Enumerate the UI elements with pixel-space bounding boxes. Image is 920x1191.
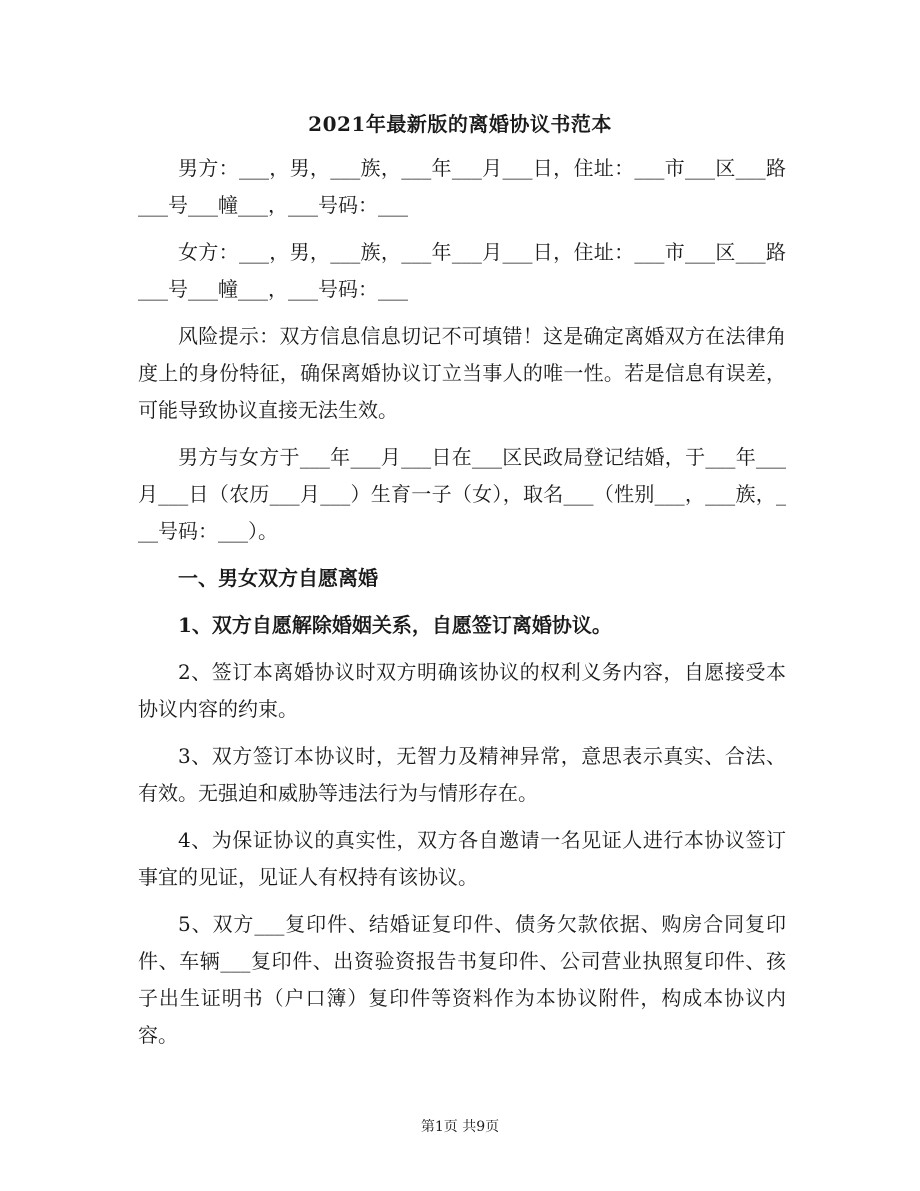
clause-5: 5、双方___复印件、结婚证复印件、债务欠款依据、购房合同复印件、车辆___复印件、出资验资报告书复印件、公司营业执照复印件、孩子出生证明书（户口簿）复印件等资料作为本协议附件，构成本协议内容。: [138, 912, 786, 1047]
risk-notice: 风险提示：双方信息信息切记不可填错！这是确定离婚双方在法律角度上的身份特征，确保离婚协议订立当事人的唯一性。若是信息有误差，可能导致协议直接无法生效。: [138, 324, 786, 422]
party-male-info: 男方：___，男，___族，___年___月___日，住址：___市___区___路___号___幢___，___号码：___: [138, 156, 786, 217]
clause-1: 1、双方自愿解除婚姻关系，自愿签订离婚协议。: [178, 613, 612, 637]
marriage-info: 男方与女方于___年___月___日在___区民政局登记结婚，于___年___月___日（农历___月___）生育一子（女），取名___（性别___，___族，___号码：___）。: [138, 445, 786, 543]
page-number: 第1页 共9页: [420, 1119, 500, 1135]
document-title: 2021年最新版的离婚协议书范本: [308, 112, 612, 136]
clause-4: 4、为保证协议的真实性，双方各自邀请一名见证人进行本协议签订事宜的见证，见证人有权持有该协议。: [138, 828, 786, 889]
document-body: [138, 150, 786, 1064]
party-female-info: 女方：___，男，___族，___年___月___日，住址：___市___区___路___号___幢___，___号码：___: [138, 240, 786, 301]
section-heading-1: 一、男女双方自愿离婚: [178, 566, 378, 590]
clause-3: 3、双方签订本协议时，无智力及精神异常，意思表示真实、合法、有效。无强迫和威胁等违法行为与情形存在。: [138, 744, 786, 805]
clause-2: 2、签订本离婚协议时双方明确该协议的权利义务内容，自愿接受本协议内容的约束。: [138, 660, 786, 721]
